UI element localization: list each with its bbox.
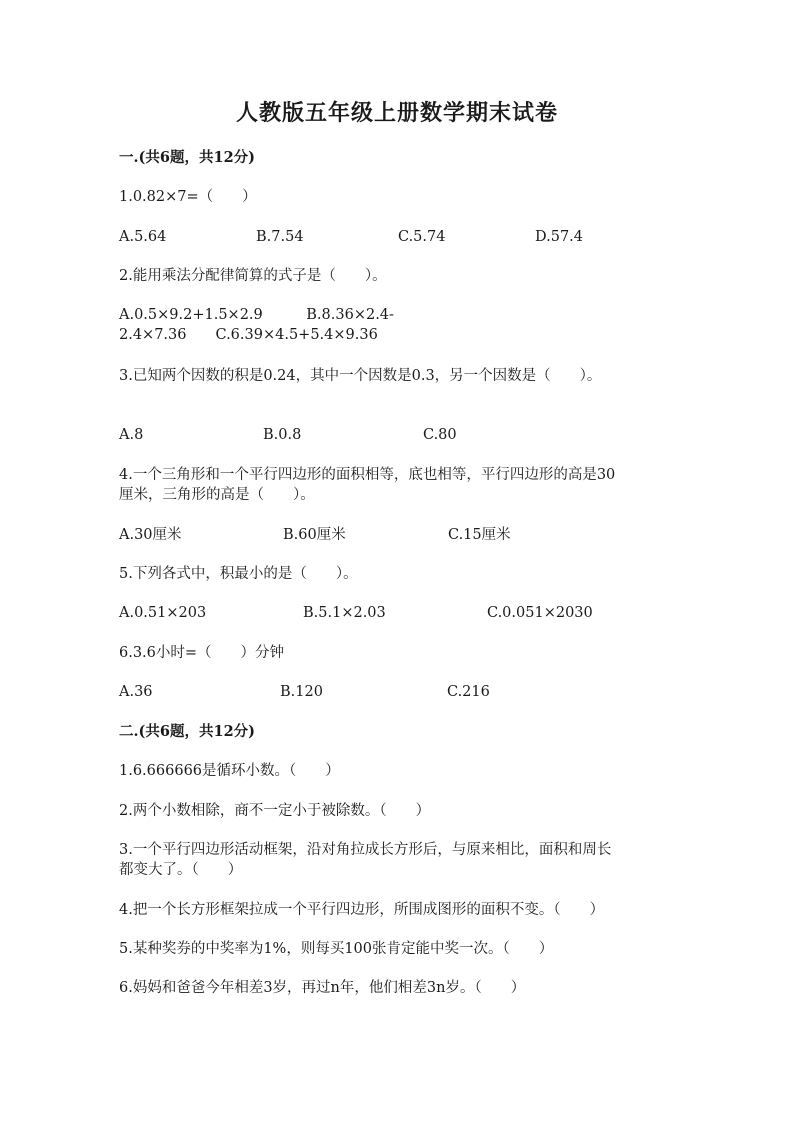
q4-stem-line1: 4.一个三角形和一个平行四边形的面积相等，底也相等，平行四边形的高是30: [119, 467, 616, 483]
q5-option-a: A.0.51×203: [119, 605, 207, 621]
q3-option-b: B.0.8: [263, 427, 302, 443]
tf-item-4: 4.把一个长方形框架拉成一个平行四边形，所围成图形的面积不变。（ ）: [119, 902, 605, 918]
q2-options-line2: 2.4×7.36 C.6.39×4.5+5.4×9.36: [119, 327, 378, 343]
q3-option-a: A.8: [119, 427, 144, 443]
tf-item-2: 2.两个小数相除，商不一定小于被除数。（ ）: [119, 803, 431, 819]
q4-option-b: B.60厘米: [283, 527, 346, 543]
q5-option-b: B.5.1×2.03: [303, 605, 386, 621]
q1-stem: 1.0.82×7=（ ）: [119, 189, 257, 205]
q2-stem: 2.能用乘法分配律简算的式子是（ ）。: [119, 268, 387, 284]
tf-item-5: 5.某种奖券的中奖率为1%，则每买100张肯定能中奖一次。（ ）: [119, 941, 554, 957]
tf-item-3-line2: 都变大了。（ ）: [119, 862, 243, 878]
q4-option-c: C.15厘米: [448, 527, 511, 543]
exam-title: 人教版五年级上册数学期末试卷: [235, 100, 558, 126]
q1-option-a: A.5.64: [119, 229, 167, 245]
section2-heading: 二.(共6题，共12分): [119, 723, 256, 740]
tf-item-3-line1: 3.一个平行四边形活动框架，沿对角拉成长方形后，与原来相比，面积和周长: [119, 842, 612, 858]
q2-options-line1: A.0.5×9.2+1.5×2.9 B.8.36×2.4-: [119, 307, 394, 323]
q5-option-c: C.0.051×2030: [487, 605, 593, 621]
q6-stem: 6.3.6小时=（ ）分钟: [119, 645, 285, 661]
q6-option-c: C.216: [447, 684, 490, 700]
q1-option-b: B.7.54: [256, 229, 304, 245]
tf-item-1: 1.6.666666是循环小数。（ ）: [119, 763, 340, 779]
q4-option-a: A.30厘米: [119, 527, 182, 543]
q5-stem: 5.下列各式中，积最小的是（ ）。: [119, 566, 358, 582]
section1-heading: 一.(共6题，共12分): [119, 149, 256, 166]
q4-stem-line2: 厘米，三角形的高是（ ）。: [119, 487, 315, 503]
q3-stem: 3.已知两个因数的积是0.24，其中一个因数是0.3，另一个因数是（ ）。: [119, 368, 602, 384]
q3-option-c: C.80: [423, 427, 457, 443]
q6-option-a: A.36: [119, 684, 153, 700]
q1-option-c: C.5.74: [398, 229, 446, 245]
q6-option-b: B.120: [280, 684, 323, 700]
tf-item-6: 6.妈妈和爸爸今年相差3岁，再过n年，他们相差3n岁。（ ）: [119, 980, 526, 996]
q1-option-d: D.57.4: [535, 229, 584, 245]
